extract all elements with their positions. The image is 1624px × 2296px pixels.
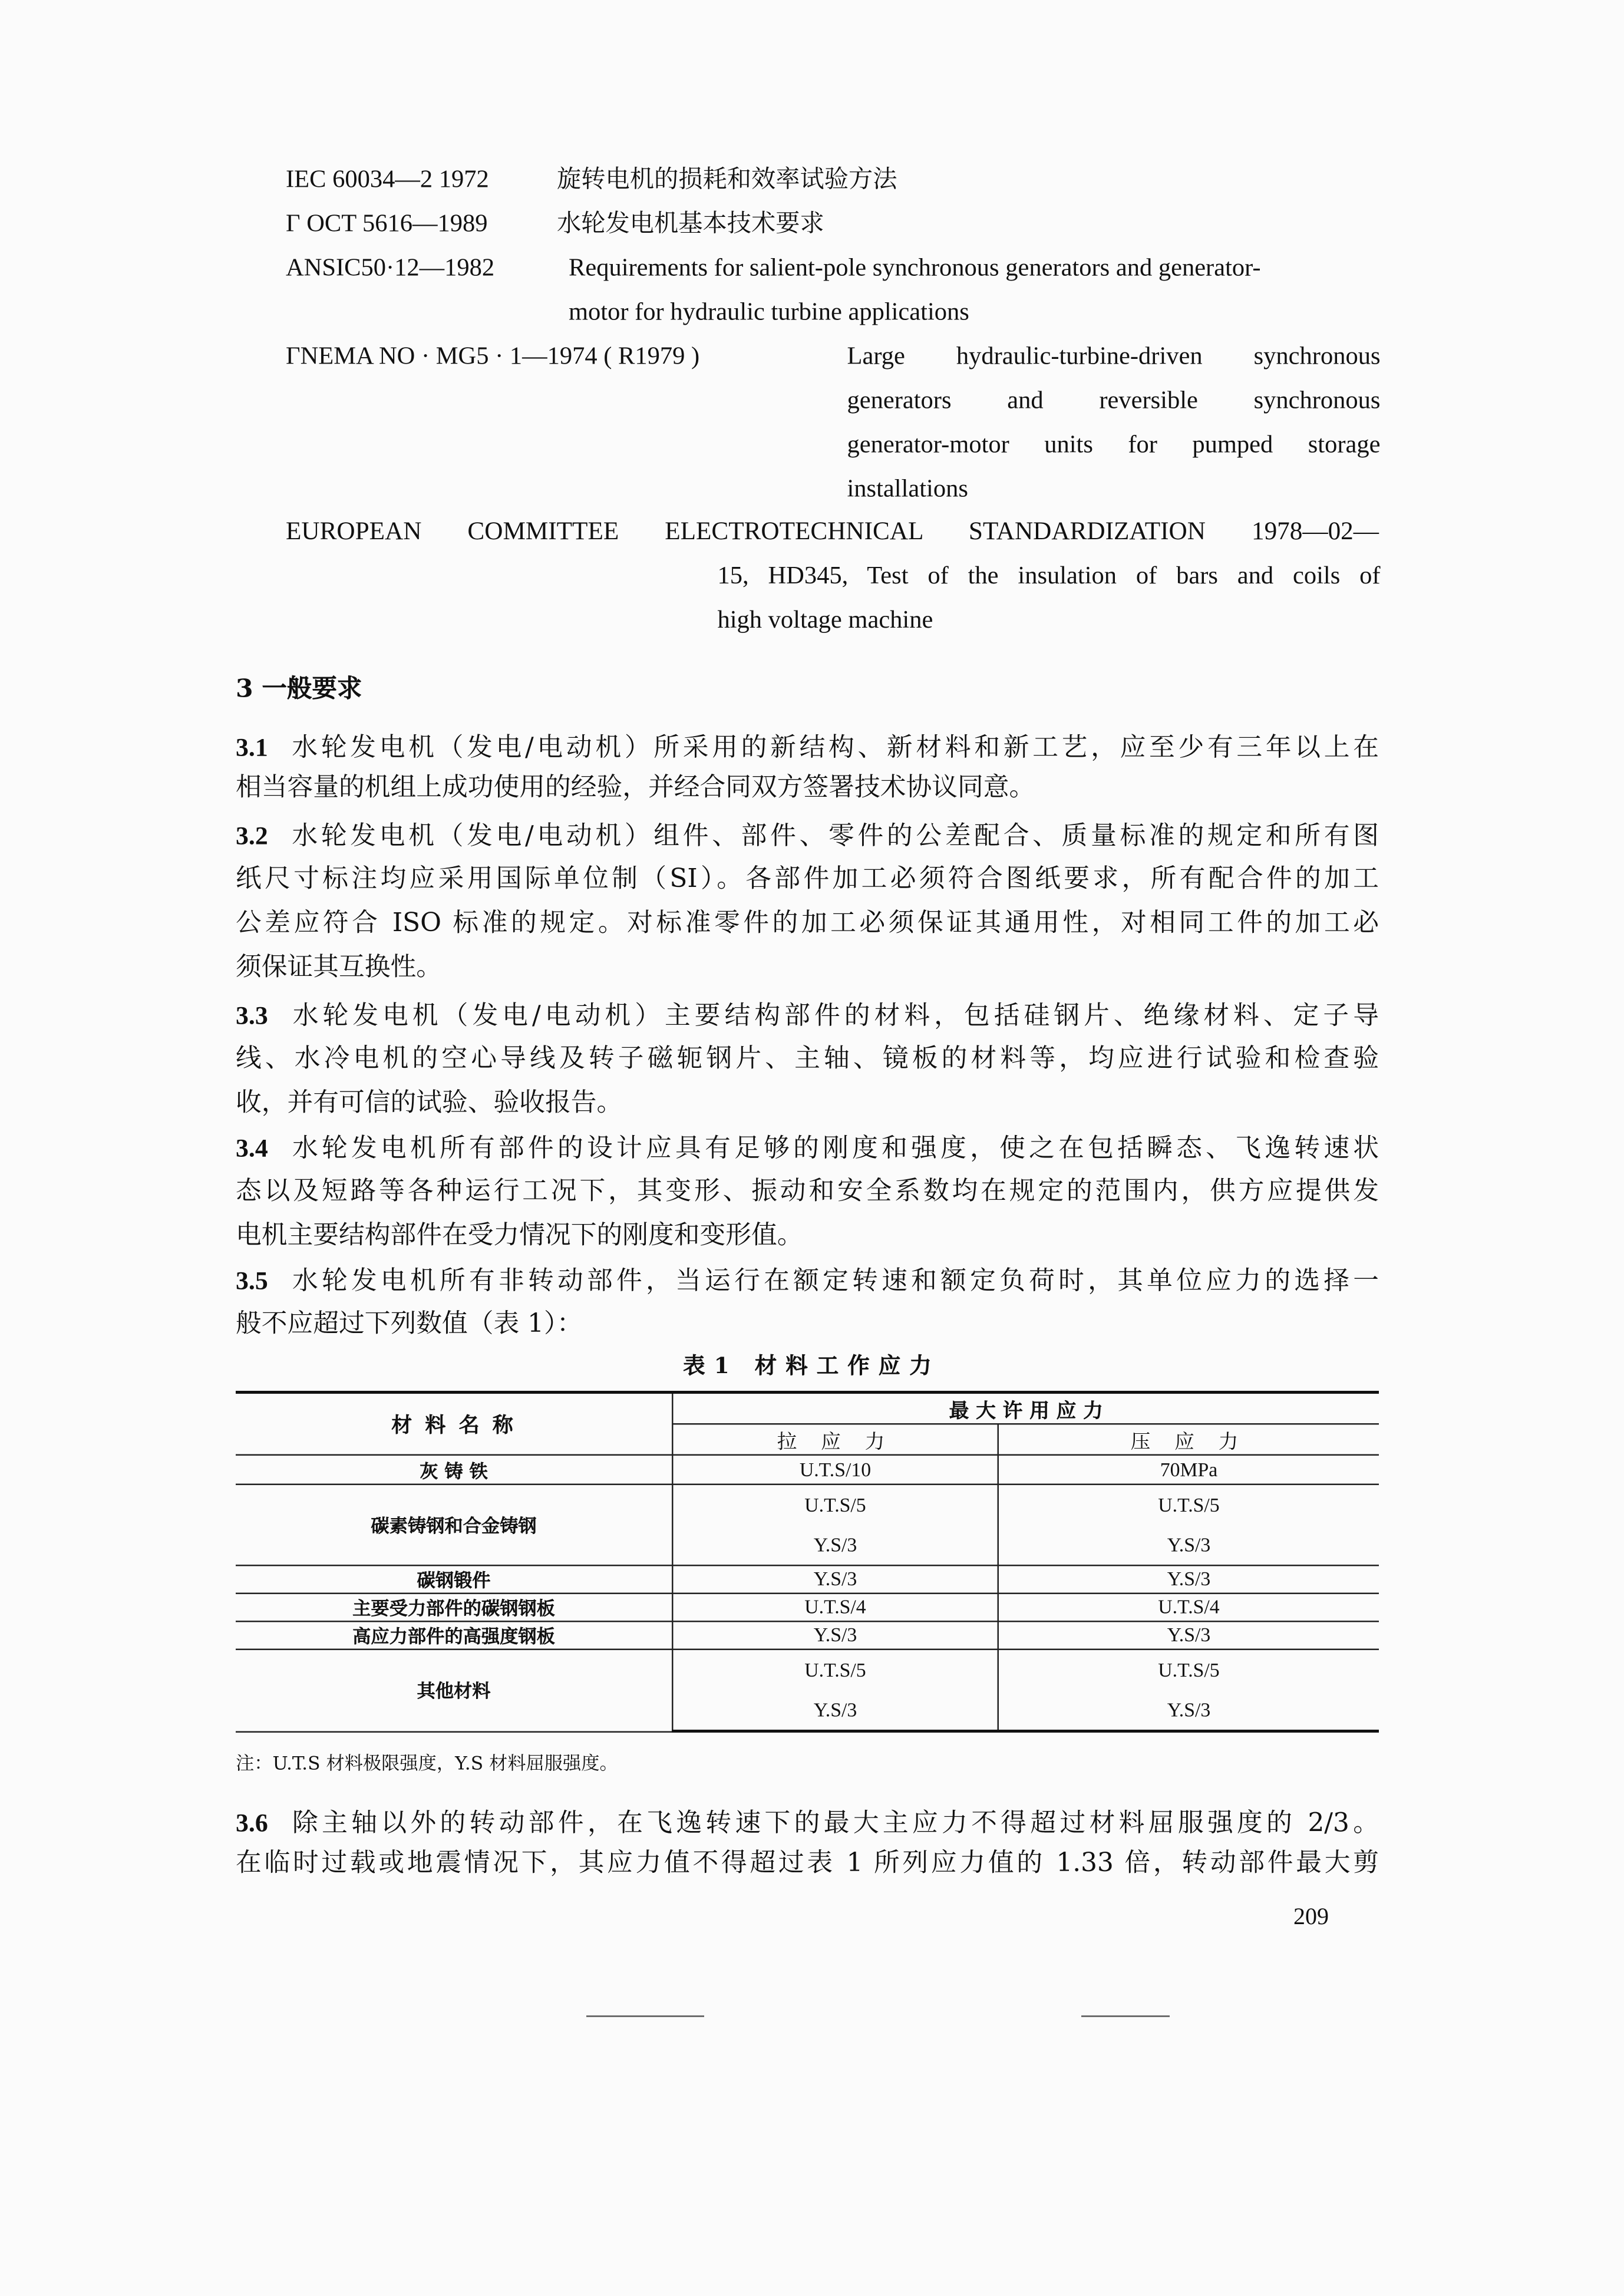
high-strength-compression: Y.S/3 [998,1621,1379,1650]
paragraph-3-1-line-1 [236,728,1379,768]
table-header-row [236,1393,1379,1424]
reference-3-title-line-2: motor for hydraulic turbine applications [569,298,969,326]
paragraph-3-2-line-3: 公差应符合 ISO 标准的规定。对标准零件的加工必须保证其通用性，对相同工件的加工必 [236,909,1379,939]
reference-4-title-line-1: Large hydraulic-turbine-driven synchronous [847,342,1381,370]
reference-3-title-line-1 [569,250,1379,286]
paragraph-3-3-line-1 [236,996,1379,1036]
paragraph-3-5-line-2: 般不应超过下列数值（表 1）： [236,1309,583,1340]
main-plate-compression: U.T.S/4 [998,1594,1379,1622]
reference-5-title-line-2: high voltage machine [717,605,933,634]
material-cast-steel: 碳素铸钢和合金铸钢 [236,1485,672,1566]
header-max-allowable-stress-text: 最 大 许 用 应 力 [949,1400,1103,1423]
table-row [236,1621,1379,1650]
forging-compression: Y.S/3 [998,1565,1379,1594]
paragraph-3-2-line-2: 纸尺寸标注均应采用国际单位制（SI）。各部件加工必须符合图纸要求，所有配合件的加工 [236,865,1379,895]
paragraph-3-3-line-2: 线、水冷电机的空心导线及转子磁轭钢片、主轴、镜板的材料等，均应进行试验和检查验 [236,1044,1379,1074]
paragraph-3-6-line-1-text: 除主轴以外的转动部件，在飞逸转速下的最大主应力不得超过材料屈服强度的 2/3。 [288,1809,1379,1839]
material-main-load-plate: 主要受力部件的碳钢钢板 [236,1594,672,1622]
reference-5-title-line-1: 15, HD345, Test of the insulation of bars and coils of [717,561,1381,589]
paragraph-3-4-number: 3.4 [236,1133,268,1163]
paragraph-3-4-line-3: 电机主要结构部件在受力情况下的刚度和变形值。 [236,1221,803,1251]
scan-artifact-line [586,2015,704,2017]
paragraph-3-2-number: 3.2 [236,820,268,850]
reference-1-code: IEC 60034—2 1972 [286,165,489,193]
paragraph-3-2-line-1 [236,816,1379,856]
paragraph-3-3-number: 3.3 [236,1000,268,1030]
header-max-allowable-stress [672,1393,1379,1424]
reference-4-title-line-4: installations [847,474,968,503]
table-row [236,1650,1379,1690]
paragraph-3-6-line-1 [236,1803,1379,1843]
high-strength-tension: Y.S/3 [672,1621,998,1650]
table-row [236,1455,1379,1485]
other-tension-1: U.T.S/5 [672,1650,998,1690]
table-row [236,1485,1379,1526]
paragraph-3-1-line-1-text: 水轮发电机（发电/电动机）所采用的新结构、新材料和新工艺，应至少有三年以上在 [288,734,1379,763]
reference-5-code: EUROPEAN COMMITTEE ELECTROTECHNICAL STANDARDIZATION 1978—02— [286,517,1379,545]
header-compressive-stress: 压 应 力 [998,1424,1379,1455]
paragraph-3-6-number: 3.6 [236,1807,268,1838]
header-tensile-stress: 拉 应 力 [672,1424,998,1455]
paragraph-3-1-line-2: 相当容量的机组上成功使用的经验，并经合同双方签署技术协议同意。 [236,773,1035,803]
table-1-title: 表1 材料工作应力 [683,1352,940,1379]
page-number: 209 [1293,1905,1329,1930]
gray-iron-compression: 70MPa [998,1455,1379,1485]
paragraph-3-3-line-1-text: 水轮发电机（发电/电动机）主要结构部件的材料，包括硅钢片、绝缘材料、定子导 [288,1002,1379,1031]
material-carbon-steel-forging: 碳钢锻件 [236,1565,672,1594]
paragraph-3-5-line-1-text: 水轮发电机所有非转动部件，当运行在额定转速和额定负荷时，其单位应力的选择一 [288,1267,1379,1297]
reference-4-code: ΓNEMA NO · MG5 · 1—1974 ( R1979 ) [286,342,700,370]
paragraph-3-5-line-1 [236,1261,1379,1301]
other-tension-2: Y.S/3 [672,1690,998,1731]
reference-4-title-line-3: generator-motor units for pumped storage [847,430,1381,458]
table-note: 注：U.T.S 材料极限强度，Y.S 材料屈服强度。 [236,1751,618,1774]
cast-steel-tension-1: U.T.S/5 [672,1485,998,1526]
paragraph-3-6-line-2: 在临时过载或地震情况下，其应力值不得超过表 1 所列应力值的 1.33 倍，转动部件最大剪 [236,1849,1379,1879]
main-plate-tension: U.T.S/4 [672,1594,998,1622]
reference-1 [286,162,897,197]
table-row [236,1565,1379,1594]
cast-steel-compression-1: U.T.S/5 [998,1485,1379,1526]
paragraph-3-2-line-1-text: 水轮发电机（发电/电动机）组件、部件、零件的公差配合、质量标准的规定和所有图 [288,822,1379,852]
material-high-strength-plate: 高应力部件的高强度钢板 [236,1621,672,1650]
other-compression-2: Y.S/3 [998,1690,1379,1731]
gray-iron-tension: U.T.S/10 [672,1455,998,1485]
paragraph-3-4-line-1-text: 水轮发电机所有部件的设计应具有足够的刚度和强度，使之在包括瞬态、飞逸转速状 [288,1134,1379,1164]
reference-2 [286,206,824,242]
paragraph-3-5-number: 3.5 [236,1265,268,1295]
reference-3 [286,250,494,286]
cast-steel-compression-2: Y.S/3 [998,1526,1379,1565]
reference-3-code: ANSIC50·12—1982 [286,253,495,282]
forging-tension: Y.S/3 [672,1565,998,1594]
reference-1-title: 旋转电机的损耗和效率试验方法 [557,165,897,193]
paragraph-3-4-line-1 [236,1129,1379,1169]
reference-2-code: Γ OCT 5616—1989 [286,209,488,237]
material-stress-table [236,1391,1379,1733]
scan-artifact-line [1081,2015,1170,2017]
paragraph-3-4-line-2: 态以及短路等各种运行工况下，其变形、振动和安全系数均在规定的范围内，供方应提供发 [236,1177,1379,1207]
header-material-name: 材 料 名 称 [236,1393,672,1455]
section-3-heading: 3 一般要求 [236,675,362,704]
reference-2-title: 水轮发电机基本技术要求 [557,209,824,237]
cast-steel-tension-2: Y.S/3 [672,1526,998,1565]
paragraph-3-1-number: 3.1 [236,732,268,762]
table-row [236,1594,1379,1622]
other-compression-1: U.T.S/5 [998,1650,1379,1690]
paragraph-3-3-line-3: 收，并有可信的试验、验收报告。 [236,1088,623,1119]
material-gray-iron: 灰 铸 铁 [236,1455,672,1485]
reference-4-title-line-2: generators and reversible synchronous [847,386,1381,414]
reference-3-title-line-1-text: Requirements for salient-pole synchronous generators and generator- [569,253,1261,282]
material-other: 其他材料 [236,1650,672,1731]
paragraph-3-2-line-4: 须保证其互换性。 [236,953,442,983]
